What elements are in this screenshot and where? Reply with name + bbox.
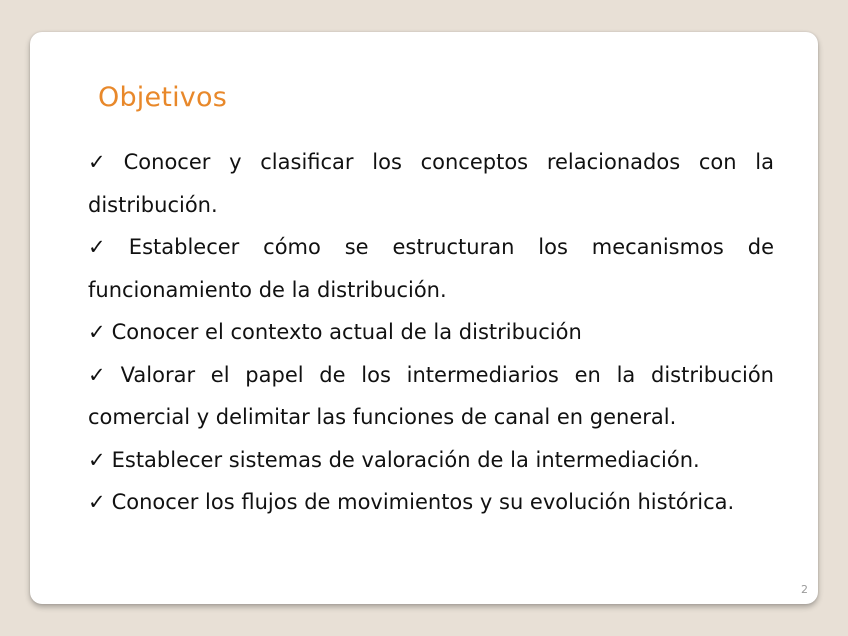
objective-text: Establecer cómo se estructuran los mecanismos de funcionamiento de la distribución. xyxy=(88,235,774,302)
objective-item xyxy=(88,481,774,524)
checkmark-icon: ✓ xyxy=(88,490,106,514)
objective-text: Valorar el papel de los intermediarios en la distribución comercial y delimitar las funciones de canal en general. xyxy=(88,362,774,429)
objective-text: Conocer los flujos de movimientos y su evolución histórica. xyxy=(111,490,735,514)
objective-item xyxy=(88,439,774,482)
checkmark-icon: ✓ xyxy=(88,235,123,259)
checkmark-icon: ✓ xyxy=(88,362,115,387)
objective-item xyxy=(88,311,774,354)
page-number: 2 xyxy=(801,583,808,596)
slide xyxy=(30,32,818,604)
objective-item xyxy=(88,354,774,439)
objective-item xyxy=(88,226,774,311)
objective-text: Conocer y clasificar los conceptos relacionados con la distribución. xyxy=(88,150,774,217)
objective-item xyxy=(88,141,774,226)
objective-text: Establecer sistemas de valoración de la intermediación. xyxy=(111,447,700,472)
checkmark-icon: ✓ xyxy=(88,150,118,174)
objective-text: Conocer el contexto actual de la distribución xyxy=(111,320,582,344)
checkmark-icon: ✓ xyxy=(88,320,106,344)
objectives-list xyxy=(88,141,774,524)
checkmark-icon: ✓ xyxy=(88,447,106,472)
slide-title: Objetivos xyxy=(98,82,227,113)
